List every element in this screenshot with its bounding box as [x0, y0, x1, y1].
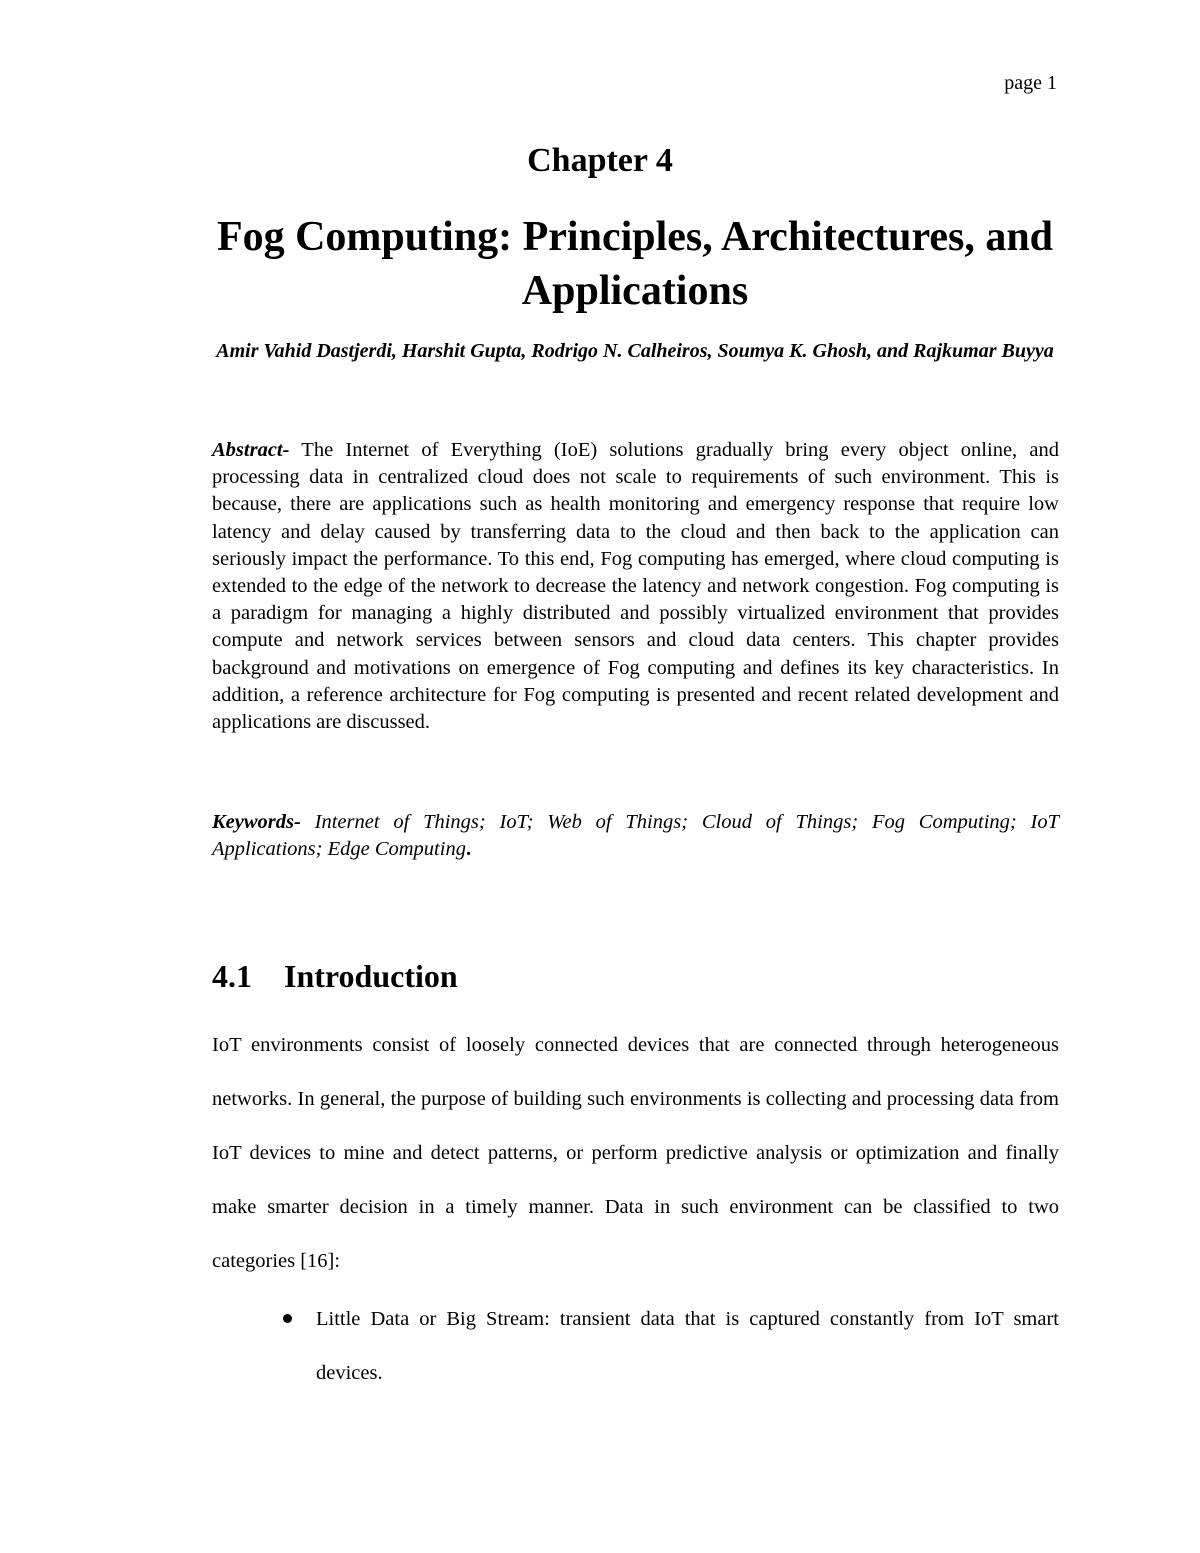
section-heading [212, 958, 458, 995]
keywords-end: . [465, 838, 472, 860]
bullet-icon [283, 1314, 292, 1323]
keywords-text: Internet of Things; IoT; Web of Things; Cloud of Things; Fog Computing; IoT Applications; Edge Computing [212, 811, 1060, 860]
abstract-text: The Internet of Everything (IoE) solutions gradually bring every object online, and processing data in centralized cloud does not scale to requirements of such environment. This is because, there are applications such as health monitoring and emergency response that require low latency and delay caused by transferring data to the cloud and then back to the application can seriously impact the performance. To this end, Fog computing has emerged, where cloud computing is extended to the edge of the network to decrease the latency and network congestion. Fog computing is a paradigm for managing a highly distributed and possibly virtualized environment that provides compute and network services between sensors and cloud data centers. This chapter provides background and motivations on emergence of Fog computing and defines its key characteristics. In addition, a reference architecture for Fog computing is presented and recent related development and applications are discussed. [212, 439, 1059, 734]
abstract [212, 437, 1059, 736]
keywords-label: Keywords- [212, 811, 301, 833]
page-number: page 1 [1004, 72, 1057, 94]
list-item [284, 1292, 1059, 1400]
chapter-label: Chapter 4 [527, 142, 673, 179]
section-number: 4.1 [212, 958, 252, 994]
list-item-text: Little Data or Big Stream: transient data that is captured constantly from IoT smart devices. [316, 1308, 1059, 1384]
author-list: Amir Vahid Dastjerdi, Harshit Gupta, Rodrigo N. Calheiros, Soumya K. Ghosh, and Rajkumar Buyya [216, 340, 1054, 362]
chapter-title: Fog Computing: Principles, Architectures, and Applications [216, 214, 1054, 314]
section-title: Introduction [284, 958, 458, 994]
abstract-label: Abstract- [212, 439, 290, 461]
keywords [212, 809, 1059, 863]
intro-paragraph: IoT environments consist of loosely connected devices that are connected through heterogeneous networks. In general, the purpose of building such environments is collecting and processing data from IoT devices to mine and detect patterns, or perform predictive analysis or optimization and finally make smarter decision in a timely manner. Data in such environment can be classified to two categories [16]: [212, 1034, 1059, 1272]
